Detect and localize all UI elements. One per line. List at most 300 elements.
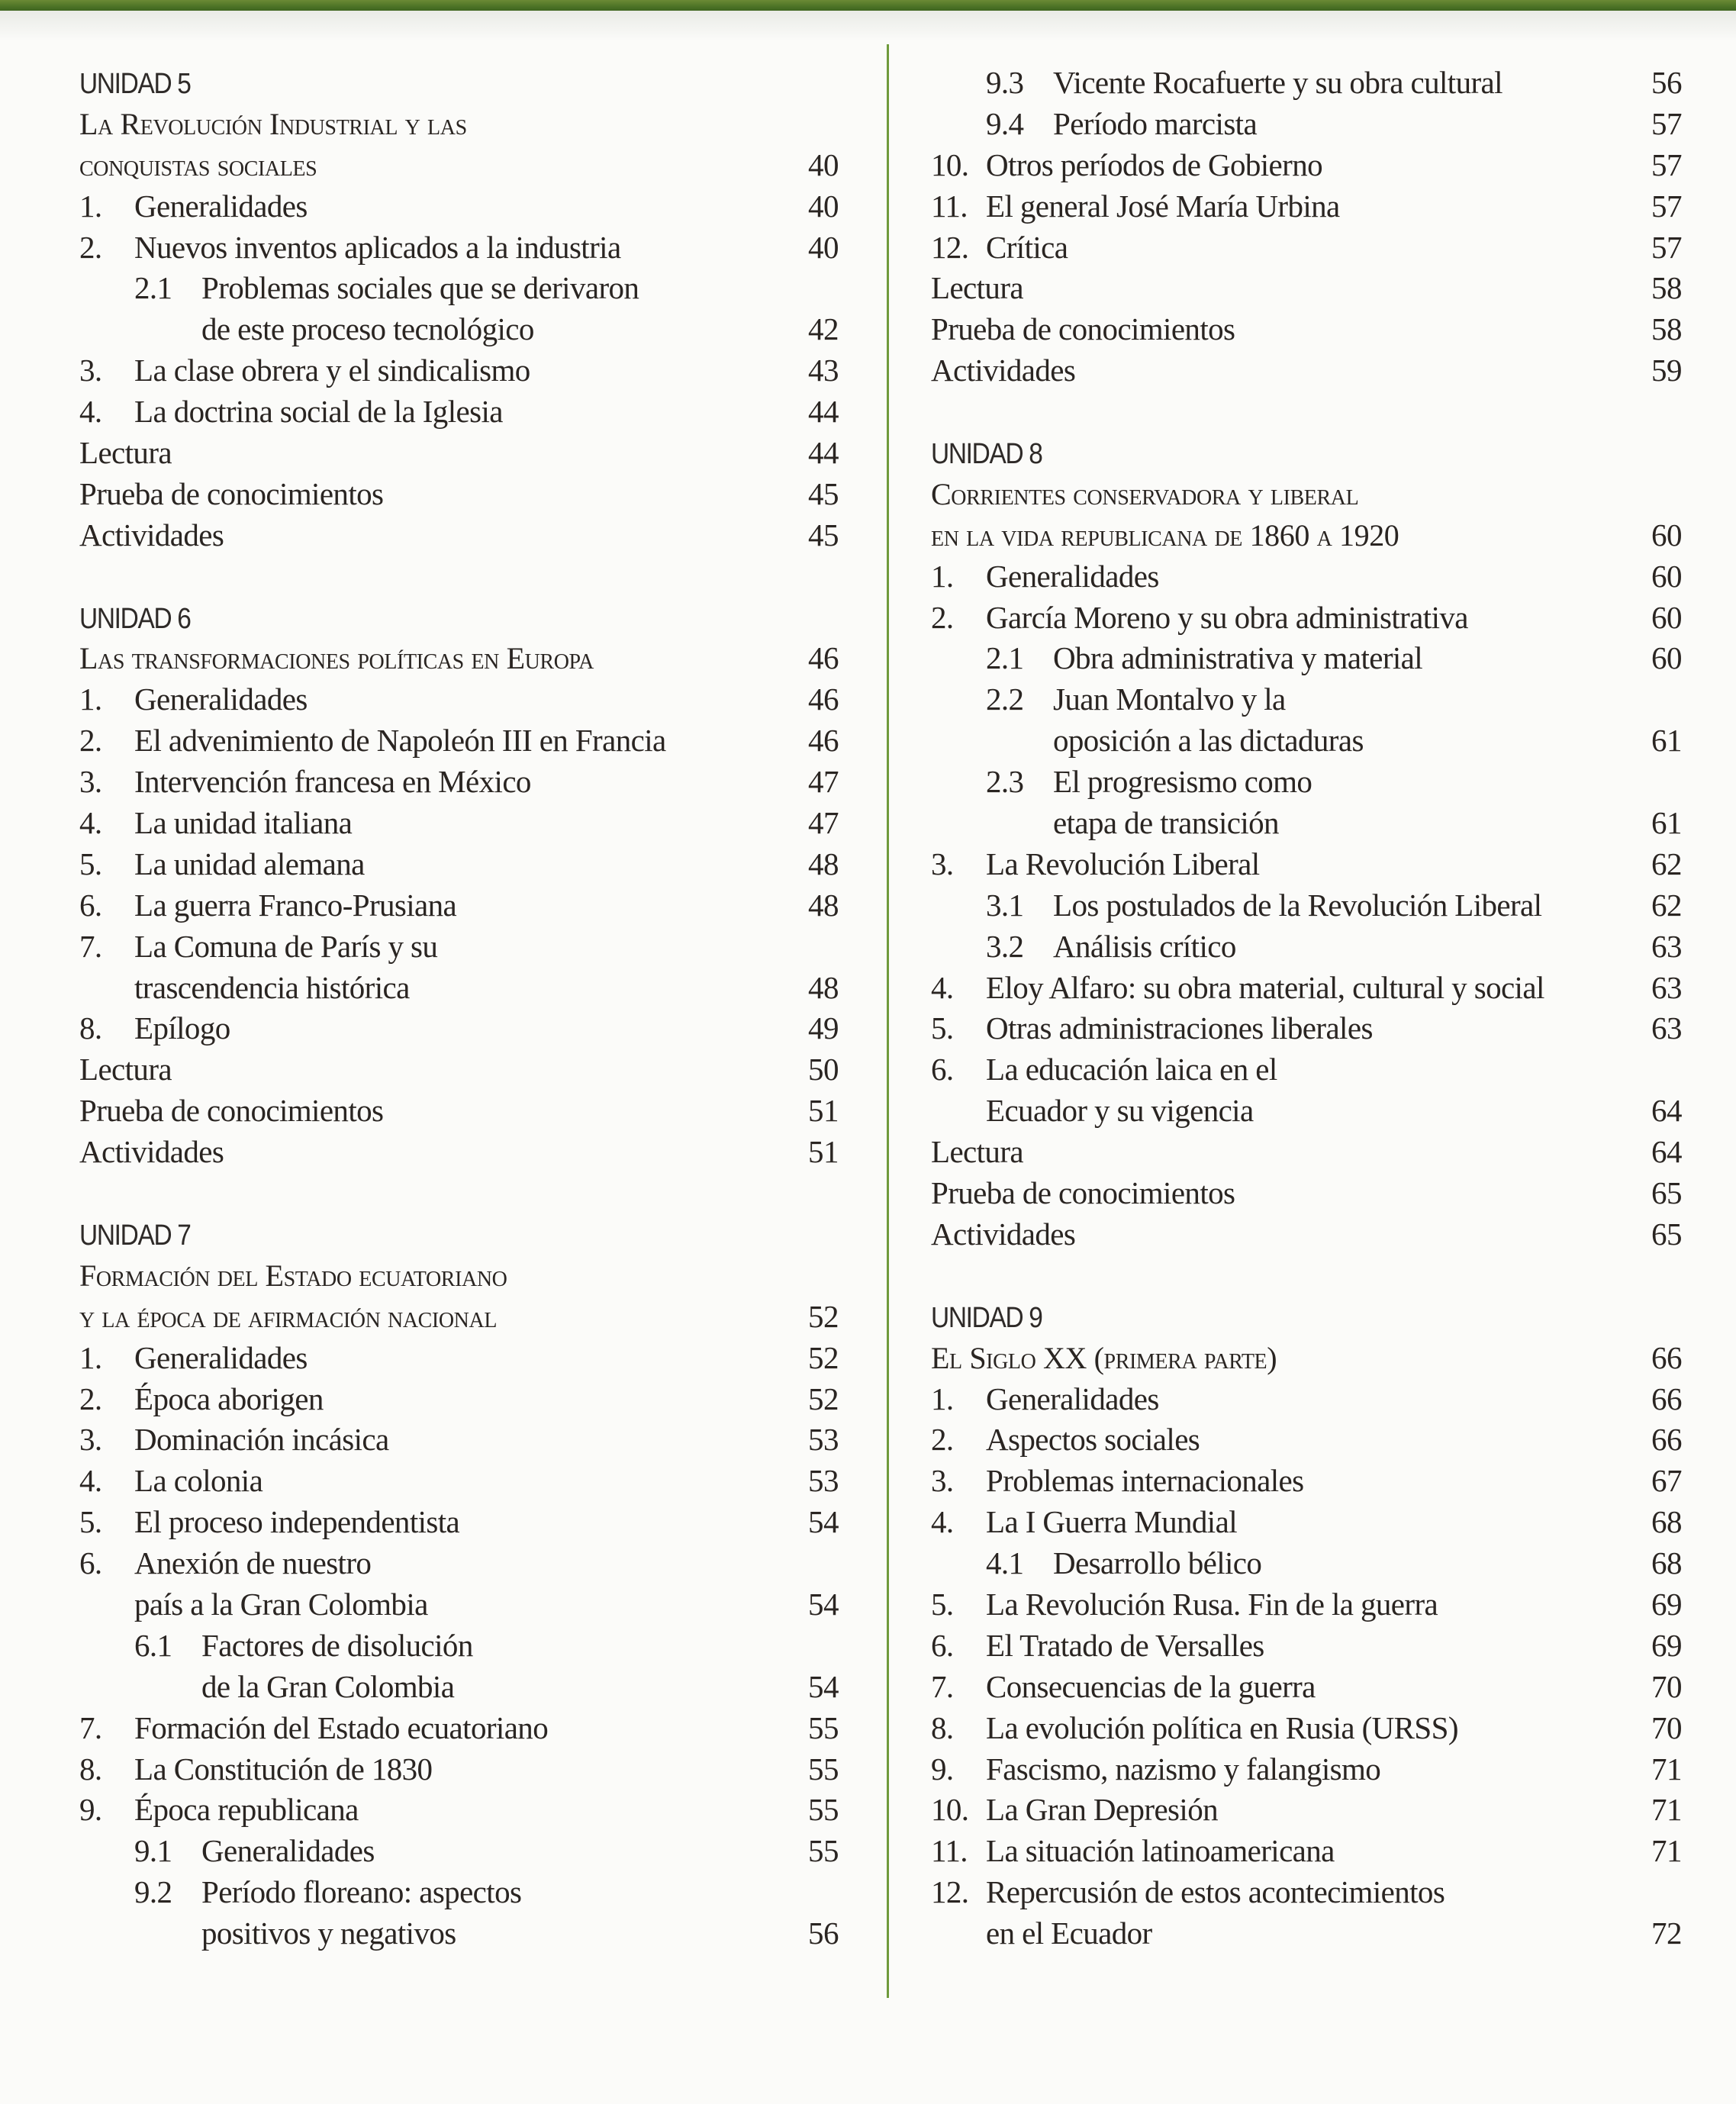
unit-label: UNIDAD 5	[79, 68, 191, 100]
unit-label: UNIDAD 8	[931, 438, 1042, 471]
toc-entry	[79, 1461, 839, 1502]
toc-subentry-continuation	[79, 1667, 839, 1708]
entry-title: La unidad italiana	[134, 805, 353, 841]
entry-number: 2.	[79, 229, 102, 265]
toc-subentry	[79, 268, 839, 309]
entry-title: Factores de disolución	[201, 1627, 473, 1663]
toc-subentry	[931, 638, 1682, 679]
toc-entry	[79, 227, 839, 269]
toc-entry	[931, 1667, 1682, 1708]
unit-title-text: conquistas sociales	[79, 147, 317, 182]
entry-title: El proceso independentista	[134, 1504, 460, 1540]
entry-title: Intervención francesa en México	[134, 764, 531, 800]
unit-title-text: y la época de afirmación nacional	[79, 1299, 498, 1334]
entry-title: García Moreno y su obra administrativa	[986, 599, 1468, 635]
toc-subentry	[931, 104, 1682, 145]
entry-number: 9.3	[986, 65, 1024, 100]
page-number: 54	[808, 1668, 839, 1704]
toc-entry-plain	[931, 1214, 1682, 1255]
entry-number: 1.	[931, 1381, 954, 1416]
entry-title: Vicente Rocafuerte y su obra cultural	[1053, 65, 1502, 100]
toc-entry	[931, 1379, 1682, 1420]
spacer	[79, 556, 839, 598]
toc-entry-plain	[931, 350, 1682, 391]
entry-number: 11.	[931, 188, 968, 224]
entry-title: en el Ecuador	[986, 1916, 1152, 1951]
page-number: 48	[808, 846, 839, 881]
spacer	[79, 1173, 839, 1214]
toc-entry	[931, 1502, 1682, 1543]
entry-title: Generalidades	[986, 558, 1159, 594]
entry-number: 2.	[931, 1422, 954, 1458]
toc-entry	[931, 145, 1682, 186]
page-number: 63	[1651, 1010, 1682, 1046]
entry-title: El Tratado de Versalles	[986, 1627, 1264, 1663]
entry-number: 5.	[79, 1504, 102, 1540]
toc-entry-continuation	[79, 1584, 839, 1626]
entry-number: 7.	[931, 1668, 954, 1704]
entry-number: 8.	[79, 1751, 102, 1787]
toc-entry-plain	[79, 474, 839, 515]
entry-title: Lectura	[931, 1134, 1023, 1170]
page-number: 45	[808, 517, 839, 553]
page-number: 45	[808, 475, 839, 511]
entry-number: 7.	[79, 928, 102, 964]
toc-entry	[79, 1708, 839, 1749]
page-number: 65	[1651, 1175, 1682, 1211]
unit-title	[79, 1255, 839, 1297]
page-number: 51	[808, 1093, 839, 1129]
entry-title: Crítica	[986, 229, 1068, 265]
toc-entry-plain	[79, 515, 839, 556]
page-number: 52	[808, 1298, 839, 1334]
page-number: 58	[1651, 311, 1682, 347]
toc-entry	[931, 1049, 1682, 1091]
entry-title: Problemas sociales que se derivaron	[201, 270, 639, 306]
entry-number: 7.	[79, 1709, 102, 1745]
entry-title: Nuevos inventos aplicados a la industria	[134, 229, 621, 265]
toc-subentry	[79, 1872, 839, 1913]
entry-number: 3.	[931, 1463, 954, 1499]
toc-entry	[79, 926, 839, 968]
page-number: 65	[1651, 1216, 1682, 1252]
page-number: 46	[808, 681, 839, 717]
page-number: 69	[1651, 1586, 1682, 1622]
toc-subentry	[931, 679, 1682, 720]
entry-title: La evolución política en Rusia (URSS)	[986, 1709, 1458, 1745]
toc-subentry-continuation	[79, 309, 839, 350]
entry-title: Prueba de conocimientos	[79, 1093, 384, 1129]
page-number: 40	[808, 188, 839, 224]
entry-title: La I Guerra Mundial	[986, 1504, 1237, 1540]
entry-number: 6.	[79, 1545, 102, 1581]
entry-number: 5.	[79, 846, 102, 881]
page-number: 64	[1651, 1093, 1682, 1129]
page-number: 52	[808, 1339, 839, 1375]
entry-number: 5.	[931, 1010, 954, 1046]
entry-number: 12.	[931, 229, 969, 265]
entry-number: 4.	[79, 1463, 102, 1499]
toc-entry	[931, 1708, 1682, 1749]
entry-title: Época republicana	[134, 1792, 359, 1828]
page-number: 60	[1651, 558, 1682, 594]
entry-title: Obra administrativa y material	[1053, 640, 1423, 676]
unit-title-text: La Revolución Industrial y las	[79, 106, 467, 141]
toc-subentry	[931, 885, 1682, 926]
toc-entry	[931, 1461, 1682, 1502]
page-number: 68	[1651, 1545, 1682, 1581]
entry-number: 4.	[931, 969, 954, 1005]
page-number: 50	[808, 1052, 839, 1087]
toc-entry	[79, 720, 839, 762]
entry-number: 10.	[931, 147, 969, 182]
unit-heading	[931, 433, 1682, 474]
page-number: 57	[1651, 105, 1682, 141]
entry-title: Consecuencias de la guerra	[986, 1668, 1316, 1704]
toc-entry-continuation	[931, 1091, 1682, 1132]
entry-title: Actividades	[79, 517, 224, 553]
entry-title: La guerra Franco-Prusiana	[134, 887, 457, 923]
entry-number: 10.	[931, 1792, 969, 1828]
toc-entry	[79, 1419, 839, 1461]
page-number: 55	[808, 1792, 839, 1828]
toc-entry	[79, 1379, 839, 1420]
entry-title: Generalidades	[134, 1339, 308, 1375]
toc-entry-continuation	[931, 1913, 1682, 1954]
toc-subentry	[79, 1831, 839, 1872]
entry-number: 2.1	[986, 640, 1024, 676]
entry-number: 2.1	[134, 270, 172, 306]
page-number: 60	[1651, 640, 1682, 676]
entry-title: de la Gran Colombia	[201, 1668, 455, 1704]
toc-subentry-continuation	[79, 1913, 839, 1954]
entry-title: El general José María Urbina	[986, 188, 1340, 224]
unit-title-text: Corrientes conservadora y liberal	[931, 476, 1359, 511]
entry-title: La doctrina social de la Iglesia	[134, 394, 503, 430]
entry-title: La Gran Depresión	[986, 1792, 1219, 1828]
entry-number: 9.1	[134, 1833, 172, 1869]
entry-title: Dominación incásica	[134, 1422, 389, 1458]
page-number: 68	[1651, 1504, 1682, 1540]
entry-number: 2.	[79, 723, 102, 759]
entry-title: Análisis crítico	[1053, 928, 1236, 964]
toc-entry-plain	[931, 268, 1682, 309]
toc-subentry	[931, 63, 1682, 104]
entry-title: Generalidades	[134, 681, 308, 717]
entry-title: Aspectos sociales	[986, 1422, 1200, 1458]
page-number: 71	[1651, 1833, 1682, 1869]
unit-heading	[931, 1297, 1682, 1338]
entry-number: 11.	[931, 1833, 968, 1869]
unit-heading	[79, 598, 839, 639]
page-number: 46	[808, 723, 839, 759]
page-number: 67	[1651, 1463, 1682, 1499]
page-number: 66	[1651, 1339, 1682, 1375]
page-number: 44	[808, 394, 839, 430]
toc-entry-continuation	[79, 968, 839, 1009]
entry-title: El advenimiento de Napoleón III en Francia	[134, 723, 666, 759]
page-number: 59	[1651, 353, 1682, 388]
toc-entry	[79, 1338, 839, 1379]
entry-number: 6.1	[134, 1627, 172, 1663]
page-number: 57	[1651, 188, 1682, 224]
entry-number: 3.1	[986, 887, 1024, 923]
entry-number: 3.2	[986, 928, 1024, 964]
toc-subentry-continuation	[931, 720, 1682, 762]
page-number: 63	[1651, 969, 1682, 1005]
toc-subentry	[79, 1626, 839, 1667]
page-number: 56	[808, 1916, 839, 1951]
entry-title: etapa de transición	[1053, 805, 1279, 841]
entry-number: 8.	[931, 1709, 954, 1745]
entry-title: Juan Montalvo y la	[1053, 681, 1286, 717]
entry-number: 9.4	[986, 105, 1024, 141]
entry-title: Prueba de conocimientos	[79, 475, 384, 511]
entry-title: La Revolución Rusa. Fin de la guerra	[986, 1586, 1438, 1622]
entry-title: Otras administraciones liberales	[986, 1010, 1373, 1046]
entry-title: de este proceso tecnológico	[201, 311, 534, 347]
entry-title: Período floreano: aspectos	[201, 1874, 522, 1910]
entry-title: Lectura	[931, 270, 1023, 306]
entry-title: Fascismo, nazismo y falangismo	[986, 1751, 1381, 1787]
page-number: 43	[808, 353, 839, 388]
page-number: 71	[1651, 1751, 1682, 1787]
unit-title	[79, 145, 839, 186]
toc-entry-plain	[79, 1049, 839, 1091]
entry-title: Época aborigen	[134, 1381, 324, 1416]
entry-title: Generalidades	[201, 1833, 375, 1869]
entry-number: 9.2	[134, 1874, 172, 1910]
page-number: 47	[808, 764, 839, 800]
toc-subentry	[931, 1543, 1682, 1584]
page-number: 53	[808, 1422, 839, 1458]
toc-right-column	[931, 63, 1682, 1954]
entry-number: 6.	[79, 887, 102, 923]
toc-entry	[931, 1790, 1682, 1831]
page-number: 60	[1651, 599, 1682, 635]
entry-title: Actividades	[931, 1216, 1076, 1252]
page-number: 61	[1651, 723, 1682, 759]
page-number: 70	[1651, 1709, 1682, 1745]
toc-entry	[931, 844, 1682, 885]
toc-entry	[79, 186, 839, 227]
page-number: 53	[808, 1463, 839, 1499]
entry-title: trascendencia histórica	[134, 969, 410, 1005]
toc-left-column	[79, 63, 839, 1954]
toc-entry	[79, 1008, 839, 1049]
toc-entry	[79, 762, 839, 803]
toc-entry	[931, 186, 1682, 227]
page-number: 54	[808, 1504, 839, 1540]
toc-entry	[931, 1626, 1682, 1667]
unit-title	[79, 638, 839, 679]
entry-title: Otros períodos de Gobierno	[986, 147, 1323, 182]
page-number: 66	[1651, 1422, 1682, 1458]
entry-title: Anexión de nuestro	[134, 1545, 372, 1581]
unit-label: UNIDAD 9	[931, 1301, 1042, 1334]
page-number: 58	[1651, 270, 1682, 306]
column-divider	[887, 44, 889, 1998]
entry-title: Prueba de conocimientos	[931, 311, 1235, 347]
toc-entry	[79, 350, 839, 391]
page-number: 52	[808, 1381, 839, 1416]
unit-title	[79, 1297, 839, 1338]
page-number: 62	[1651, 846, 1682, 881]
page-number: 57	[1651, 229, 1682, 265]
entry-title: Generalidades	[986, 1381, 1159, 1416]
page-number: 42	[808, 311, 839, 347]
page-number: 70	[1651, 1668, 1682, 1704]
toc-entry	[931, 556, 1682, 598]
entry-title: La Revolución Liberal	[986, 846, 1260, 881]
entry-number: 4.	[931, 1504, 954, 1540]
entry-number: 5.	[931, 1586, 954, 1622]
toc-subentry	[931, 926, 1682, 968]
toc-entry	[931, 1872, 1682, 1913]
entry-title: Los postulados de la Revolución Liberal	[1053, 887, 1542, 923]
page-number: 49	[808, 1010, 839, 1046]
page-number: 64	[1651, 1134, 1682, 1170]
entry-title: Eloy Alfaro: su obra material, cultural y social	[986, 969, 1544, 1005]
toc-entry	[931, 1584, 1682, 1626]
entry-title: Generalidades	[134, 188, 308, 224]
entry-number: 4.1	[986, 1545, 1024, 1581]
page-number: 71	[1651, 1792, 1682, 1828]
unit-title-text: El Siglo XX (primera parte)	[931, 1340, 1277, 1375]
page-number: 62	[1651, 887, 1682, 923]
spacer	[931, 391, 1682, 433]
entry-title: Actividades	[79, 1134, 224, 1170]
entry-number: 1.	[79, 681, 102, 717]
entry-title: La clase obrera y el sindicalismo	[134, 353, 530, 388]
entry-title: positivos y negativos	[201, 1916, 456, 1951]
page-number: 72	[1651, 1916, 1682, 1951]
entry-title: Problemas internacionales	[986, 1463, 1304, 1499]
toc-subentry	[931, 762, 1682, 803]
entry-title: La colonia	[134, 1463, 263, 1499]
entry-title: La Comuna de París y su	[134, 928, 438, 964]
toc-entry	[79, 1749, 839, 1790]
page-number: 61	[1651, 805, 1682, 841]
toc-entry-plain	[931, 1132, 1682, 1173]
spacer	[931, 1255, 1682, 1297]
toc-entry-plain	[79, 1132, 839, 1173]
toc-entry-plain	[931, 309, 1682, 350]
toc-entry	[79, 1543, 839, 1584]
page-number: 40	[808, 147, 839, 182]
entry-number: 1.	[931, 558, 954, 594]
toc-entry	[931, 227, 1682, 269]
page-number: 66	[1651, 1381, 1682, 1416]
entry-number: 3.	[931, 846, 954, 881]
entry-title: Ecuador y su vigencia	[986, 1093, 1254, 1129]
toc-entry	[931, 1008, 1682, 1049]
toc-subentry-continuation	[931, 803, 1682, 844]
entry-title: Lectura	[79, 1052, 172, 1087]
page-number: 69	[1651, 1627, 1682, 1663]
top-color-band	[0, 0, 1736, 11]
toc-entry	[79, 844, 839, 885]
page-number: 55	[808, 1833, 839, 1869]
page-number: 57	[1651, 147, 1682, 182]
unit-title-text: en la vida republicana de 1860 a 1920	[931, 517, 1399, 553]
entry-number: 1.	[79, 188, 102, 224]
toc-entry	[79, 803, 839, 844]
entry-title: Repercusión de estos acontecimientos	[986, 1874, 1445, 1910]
page-number: 48	[808, 887, 839, 923]
unit-heading	[79, 63, 839, 104]
unit-title-text: Formación del Estado ecuatoriano	[79, 1258, 507, 1293]
unit-heading	[79, 1214, 839, 1255]
entry-title: Epílogo	[134, 1010, 230, 1046]
toc-entry-plain	[931, 1173, 1682, 1214]
page-number: 55	[808, 1751, 839, 1787]
toc-entry-plain	[79, 433, 839, 474]
toc-entry	[79, 391, 839, 433]
entry-number: 6.	[931, 1052, 954, 1087]
page-number: 40	[808, 229, 839, 265]
entry-title: Formación del Estado ecuatoriano	[134, 1709, 549, 1745]
toc-entry	[931, 968, 1682, 1009]
page-number: 63	[1651, 928, 1682, 964]
unit-title-text: Las transformaciones políticas en Europa	[79, 641, 594, 676]
page-number: 44	[808, 435, 839, 471]
toc-entry	[79, 1502, 839, 1543]
entry-title: Actividades	[931, 353, 1076, 388]
entry-number: 6.	[931, 1627, 954, 1663]
page-number: 51	[808, 1134, 839, 1170]
entry-number: 2.	[79, 1381, 102, 1416]
page-number: 47	[808, 805, 839, 841]
entry-title: La situación latinoamericana	[986, 1833, 1335, 1869]
entry-title: país a la Gran Colombia	[134, 1586, 428, 1622]
page-number: 54	[808, 1586, 839, 1622]
entry-number: 9.	[79, 1792, 102, 1828]
entry-number: 2.	[931, 599, 954, 635]
entry-title: oposición a las dictaduras	[1053, 723, 1364, 759]
unit-title	[931, 515, 1682, 556]
entry-number: 4.	[79, 805, 102, 841]
entry-number: 4.	[79, 394, 102, 430]
entry-title: Período marcista	[1053, 105, 1258, 141]
toc-entry-plain	[79, 1091, 839, 1132]
unit-title	[931, 1338, 1682, 1379]
entry-number: 9.	[931, 1751, 954, 1787]
entry-number: 2.3	[986, 764, 1024, 800]
entry-number: 3.	[79, 764, 102, 800]
entry-number: 3.	[79, 353, 102, 388]
entry-number: 1.	[79, 1339, 102, 1375]
unit-title	[79, 104, 839, 145]
entry-title: La Constitución de 1830	[134, 1751, 433, 1787]
page-number: 55	[808, 1709, 839, 1745]
page-number: 56	[1651, 65, 1682, 100]
toc-entry	[931, 1749, 1682, 1790]
entry-title: Prueba de conocimientos	[931, 1175, 1235, 1211]
page-number: 46	[808, 640, 839, 676]
toc-entry	[931, 1419, 1682, 1461]
entry-title: La unidad alemana	[134, 846, 365, 881]
entry-number: 3.	[79, 1422, 102, 1458]
top-shade	[0, 11, 1736, 41]
unit-label: UNIDAD 6	[79, 602, 191, 635]
toc-entry	[79, 885, 839, 926]
unit-title	[931, 474, 1682, 515]
toc-entry	[79, 1790, 839, 1831]
toc-entry	[931, 598, 1682, 639]
entry-title: Desarrollo bélico	[1053, 1545, 1262, 1581]
entry-number: 12.	[931, 1874, 969, 1910]
